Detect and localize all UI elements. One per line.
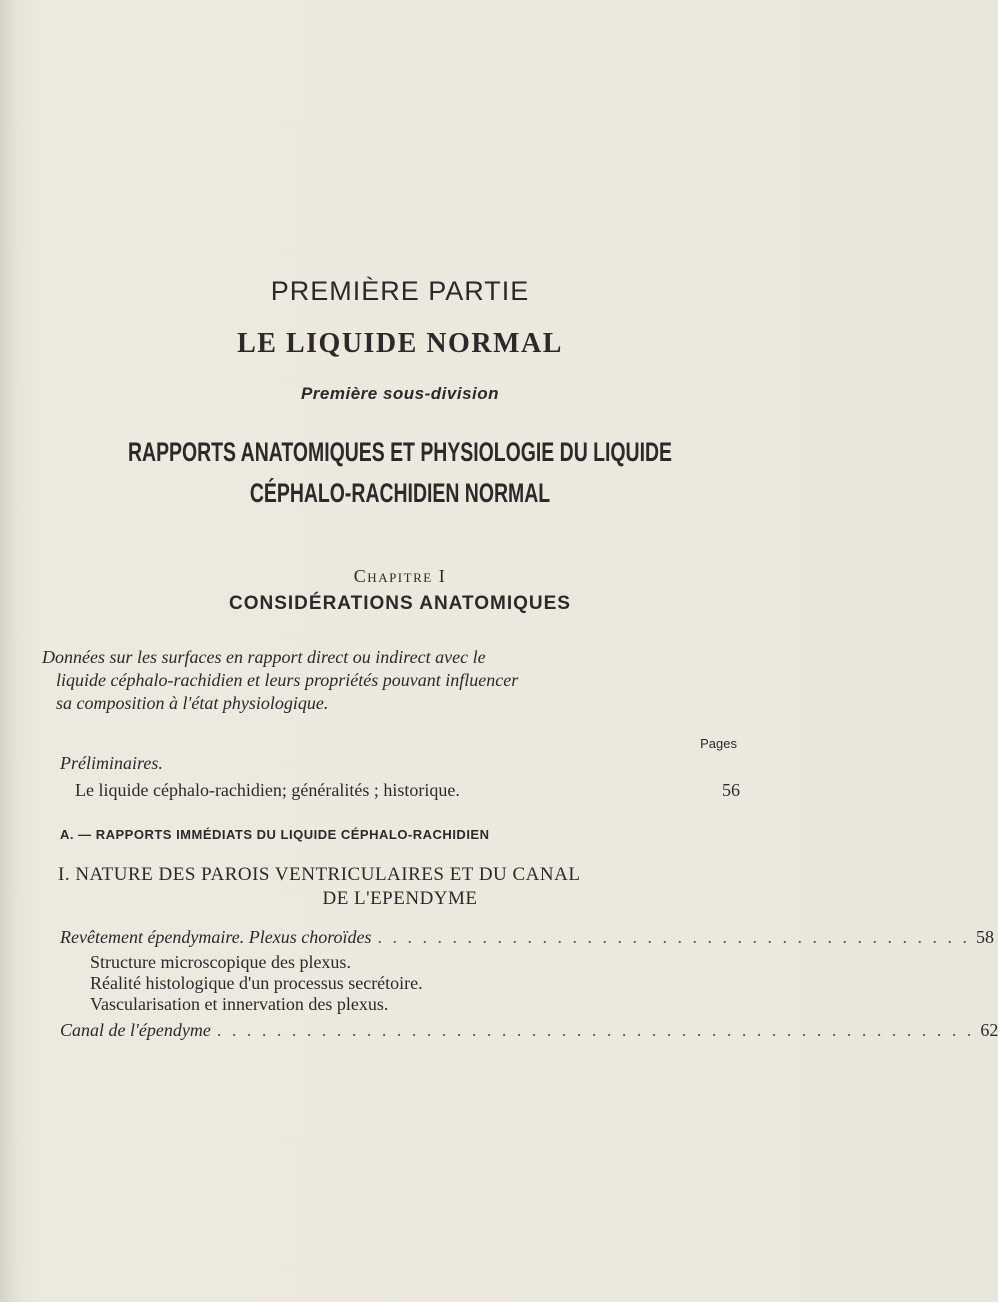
pages-column-label: Pages [700, 736, 737, 751]
leader-dots: . . . . . . . . . . . . . . . . . . . . . . . . . . . . . . . . . . . . . . . . . . . . . . . . . . . [216, 1020, 975, 1040]
chapter-abstract [42, 646, 762, 715]
condensed-title-line-2: CÉPHALO-RACHIDIEN NORMAL [249, 478, 551, 508]
toc-entry-page: 62 [980, 1020, 998, 1040]
main-title: LE LIQUIDE NORMAL [237, 328, 563, 359]
leader-dots: . . . . . . . . . . . . . . . . . . . . . . . . . . . . . . . . . . . . . . . . [377, 927, 971, 947]
part-heading: PREMIÈRE PARTIE [270, 276, 530, 306]
toc-entry-text: Le liquide céphalo-rachidien; généralités ; historique. [75, 780, 460, 800]
subdivision-heading: Première sous-division [300, 384, 500, 403]
toc-entry [75, 780, 740, 801]
chapter-label: Chapitre I [353, 566, 447, 586]
chapter-title: CONSIDÉRATIONS ANATOMIQUES [229, 593, 571, 614]
toc-entry [60, 927, 995, 948]
abstract-line: Données sur les surfaces en rapport direct ou indirect avec le [42, 647, 486, 667]
section-i-heading-continued: DE L'EPENDYME [322, 888, 478, 909]
abstract-line: sa composition à l'état physiologique. [56, 693, 329, 713]
toc-subentry: Vascularisation et innervation des plexus. [90, 994, 389, 1014]
toc-entry-text: Canal de l'épendyme [60, 1020, 211, 1040]
toc-entry-page: 58 [976, 927, 995, 947]
toc-subentry: Réalité histologique d'un processus secrétoire. [90, 973, 423, 993]
section-i-heading: I. NATURE DES PAROIS VENTRICULAIRES ET DU CANAL [58, 864, 581, 885]
toc-entry-page: 56 [722, 780, 740, 800]
section-a-heading: A. — RAPPORTS IMMÉDIATS DU LIQUIDE CÉPHALO-RACHIDIEN [60, 827, 490, 842]
preliminaires-heading: Préliminaires. [60, 753, 163, 773]
toc-entry-text: Revêtement épendymaire. Plexus choroïdes [60, 927, 372, 947]
toc-entry [60, 1020, 998, 1041]
abstract-line: liquide céphalo-rachidien et leurs propriétés pouvant influencer [56, 670, 519, 690]
toc-subentry: Structure microscopique des plexus. [90, 952, 351, 972]
condensed-title-line-1: RAPPORTS ANATOMIQUES ET PHYSIOLOGIE DU LIQUIDE [127, 437, 673, 467]
